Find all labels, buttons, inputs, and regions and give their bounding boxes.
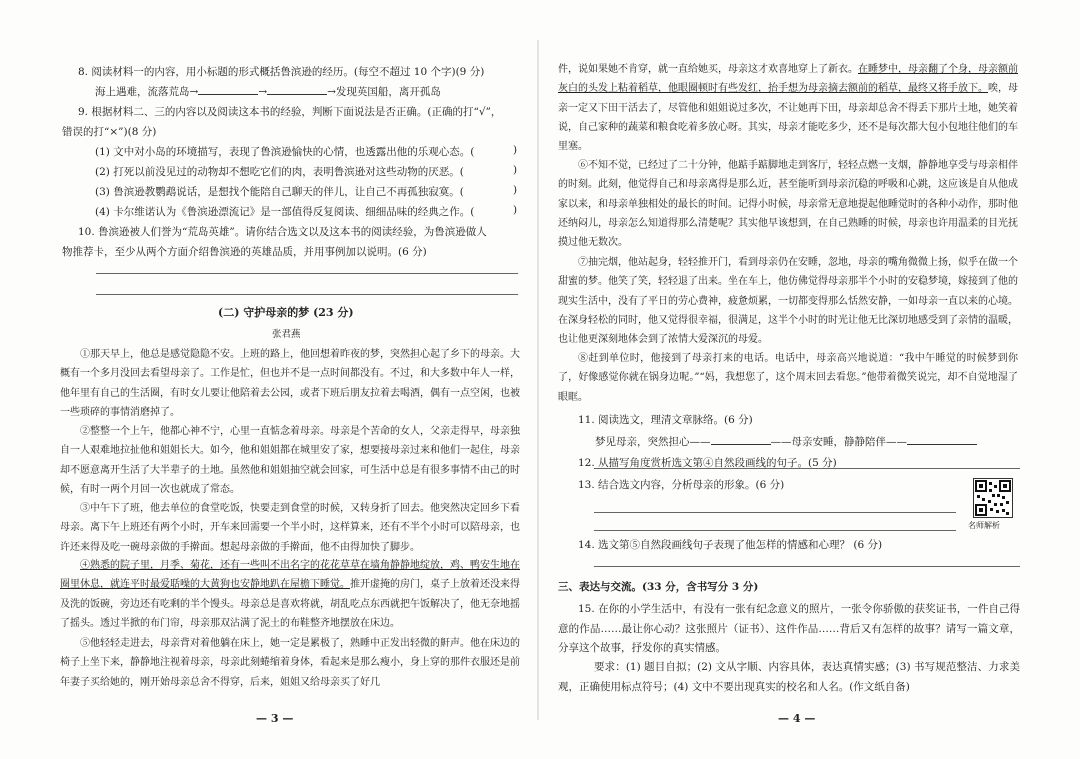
author: 张君燕 xyxy=(272,329,301,340)
q9-item-4-close: ) xyxy=(513,204,518,216)
paragraph-7: ⑦抽完烟，他站起身，轻轻推开门，看到母亲仍在安睡，忽地，母亲的嘴角微微上扬，似乎在做一个甜蜜的梦。他笑了笑，轻轻退了出来。坐在车上，他仿佛觉得母亲那半个小时的安稳梦境，嫁接到了他的现实生活中，没有了平日的劳心费神，疲惫烦累，一切都变得那么恬然安静，一如母亲一直以来的心境。在深身轻松的同时，他又觉得很幸福，很满足，这半个小时的时光让他无比深切地感受到了亲情的温暖，也让他更深刻地体会到了浓情大爱深沉的母爱。 xyxy=(558,257,1018,346)
paragraph-5: ⑤他轻轻走进去，母亲背对着他躺在床上，她一定是累极了，熟睡中正发出轻微的鼾声。他在床边的椅子上坐下来，静静地注视着母亲，母亲此刻蜷缩着身体，看起来是那么瘦小，身上穿的那件衣服还是前年妻子买给她的，刚开始母亲总舍不得穿，后来，姐姐又给母亲买了好几 xyxy=(60,638,520,688)
right-page xyxy=(540,0,1080,759)
section-title: (二) 守护母亲的梦 (23 分) xyxy=(218,306,354,319)
answer-line xyxy=(594,566,1020,567)
qr-code-icon[interactable] xyxy=(973,478,1013,518)
paragraph-5-underlined: 在睡梦中，母亲翻了个身，母亲额前灰白的头发上粘着稻草，他眼圈顿时有些发红，抬手想为母亲摘去额前的稻草，最终又将手放下。 xyxy=(558,64,1018,95)
question-8: 8. 阅读材料一的内容，用小标题的形式概括鲁滨逊的经历。(每空不超过 10 个字)(9 分) xyxy=(78,66,485,78)
page-number: — 3 — xyxy=(256,712,294,725)
paragraph-5-rest: 唉，母亲一定又下田干活去了，尽管他和姐姐说过多次，不让她再下田，母亲却总舍不得丢下那片土地，她笑着说，自己家种的蔬菜和粮食吃着多放心呀。其实，母亲才能吃多少，还不是每次都大包小包地往他们的车里塞。 xyxy=(558,83,1018,153)
q8-seg-2: → xyxy=(258,86,268,98)
question-11-line xyxy=(595,434,977,450)
q11-seg-2: ——母亲安睡，静静陪伴—— xyxy=(770,436,907,448)
requirements: 要求：(1) 题目自拟；(2) 文从字顺、内容具体，表达真情实感；(3) 书写规范整洁、力求美观，正确使用标点符号；(4) 文中不要出现真实的校名和人名。(作文纸自备) xyxy=(558,661,1020,693)
answer-line xyxy=(96,294,518,295)
question-10: 10. 鲁滨逊被人们誉为“荒岛英雄”。请你结合选文以及这本书的阅读经验，为鲁滨逊做人 xyxy=(78,226,487,238)
page-number: — 4 — xyxy=(778,712,816,725)
q9-item-2-close: ) xyxy=(513,164,518,176)
q11-blank-2[interactable] xyxy=(907,434,977,445)
q9-item-3: (3) 鲁滨逊教鹦鹉说话，是想找个能陪自己聊天的伴儿，让自己不再孤独寂寞。( xyxy=(95,186,464,198)
paragraph-5-cont xyxy=(558,60,1018,158)
paragraph-4 xyxy=(60,556,520,634)
q9-item-2: (2) 打死以前没见过的动物却不想吃它们的肉，表明鲁滨逊对这些动物的厌恶。( xyxy=(95,166,464,178)
answer-line xyxy=(96,273,518,274)
q8-seg-3: →发现英国船，离开孤岛 xyxy=(327,86,441,98)
question-9-cont: 错误的打“×”)(8 分) xyxy=(62,126,157,138)
q9-item-4: (4) 卡尔维诺认为《鲁滨逊漂流记》是一部值得反复阅读、细细品味的经典之作。( xyxy=(95,206,475,218)
answer-line xyxy=(594,530,956,531)
section-3-title: 三、表达与交流。(33 分，含书写分 3 分) xyxy=(558,581,759,593)
answer-line xyxy=(594,512,956,513)
paragraph-3: ③中午下了班，他去单位的食堂吃饭，快要走到食堂的时候，又转身折了回去。他突然决定回乡下看母亲。离下午上班还有两个小时，开车来回需要一个半小时，这样算来，还有不半个小时可以陪母亲，也许还来得及吃一碗母亲做的手擀面。想起母亲做的手擀面，他不由得加快了脚步。 xyxy=(60,503,520,553)
q11-seg-1: 梦见母亲，突然担心—— xyxy=(595,436,711,448)
question-10-cont: 物推荐卡，至少从两个方面介绍鲁滨逊的英雄品质，并用事例加以说明。(6 分) xyxy=(62,246,427,258)
question-14: 14. 选文第⑤自然段画线句子表现了他怎样的情感和心理？ (6 分) xyxy=(578,539,883,551)
paragraph-2: ②整整一个上午，他都心神不宁，心里一直惦念着母亲。母亲是个苦命的女人，父亲走得早，母亲独自一人艰难地拉扯他和姐姐长大。如今，他和姐姐都在城里安了家，想要接母亲过来和他们一起住，母亲却不愿意离开生活了大半辈子的土地。虽然他和姐姐抽空就会回家，可生活中总是有很多事情不由己的时候，有时一两个月回一次也就成了常态。 xyxy=(60,426,520,495)
q9-item-1-close: ) xyxy=(513,144,518,156)
answer-line xyxy=(594,468,1020,469)
question-8-answer-line xyxy=(95,84,441,100)
q8-blank-1[interactable] xyxy=(198,84,258,95)
paragraph-4-underlined: ④熟悉的院子里，月季、菊花，还有一些叫不出名字的花花草草在墙角静静地绽放，鸡、鸭安生地在圈里休息，就连平时最爱聒噪的大黄狗也安静地趴在屋檐下睡觉。 xyxy=(60,560,520,591)
qr-code-label: 名师解析 xyxy=(968,521,1000,530)
page-divider xyxy=(537,40,539,720)
paragraph-8: ⑧赶到单位时，他接到了母亲打来的电话。电话中，母亲高兴地说道：“我中午睡觉的时候梦到你了，好像感觉你就在锅身边呢。”“妈，我想您了，这个周末回去看您。”他带着微笑说完，却不自觉地湿了眼眶。 xyxy=(558,353,1018,403)
paragraph-4-rest: 推开虚掩的房门，桌子上放着还没来得及洗的饭碗，旁边还有吃剩的半个馒头。母亲总是喜欢将就，胡乱吃点东西就把午饭解决了，他无奈地摇了摇头。透过半掀的布门帘，母亲那双沾满了泥土的布鞋整齐地摆放在床边。 xyxy=(60,579,520,629)
q11-blank-1[interactable] xyxy=(711,434,771,445)
paragraph-6: ⑥不知不觉，已经过了二十分钟，他踮手踮脚地走到客厅，轻轻点燃一支烟，静静地享受与母亲相伴的时刻。此刻，他觉得自己和母亲离得是那么近，甚至能听到母亲沉稳的呼吸和心跳，这应该是自从他成家以来，和母亲单独相处的最长的时间。记得小时候，母亲常无意地提起他睡觉时的各种小动作，那时他还纳闷儿，母亲怎么知道得那么清楚呢？其实他早该想到，在自己熟睡的时候，母亲也许用温柔的目光抚摸过他无数次。 xyxy=(558,160,1018,249)
paragraph-5-cont-text: 件，说如果她不肯穿，就一直给她买，母亲这才欢喜地穿上了新衣。 xyxy=(558,64,858,75)
question-13: 13. 结合选文内容，分析母亲的形象。(6 分) xyxy=(578,479,785,491)
question-9: 9. 根据材料二、三的内容以及阅读这本书的经验，判断下面说法是否正确。(正确的打“√”， xyxy=(78,106,502,118)
paragraph-1: ①那天早上，他总是感觉隐隐不安。上班的路上，他回想着昨夜的梦，突然担心起了乡下的母亲。大概有一个多月没回去看望母亲了。工作是忙，但也并不是一点时间都没有。不过，和大多数中年人一样，他年里有自己的生活圈，有时女儿要让他陪着去公园，或者下班后朋友拉着去喝酒，偶有一点空闲，也被一些琐碎的事情消磨掉了。 xyxy=(60,349,520,418)
question-15: 15. 在你的小学生活中，有没有一张有纪念意义的照片，一张令你骄傲的获奖证书，一件自己得意的作品……最让你心动？这张照片（证书）、这件作品……背后又有怎样的故事？请写一篇文章，分享这个故事，抒发你的真实情感。 xyxy=(558,603,1020,654)
q8-blank-2[interactable] xyxy=(267,84,327,95)
q9-item-3-close: ) xyxy=(513,184,518,196)
q9-item-1: (1) 文中对小岛的环境描写，表现了鲁滨逊愉快的心情，也透露出他的乐观心态。( xyxy=(95,146,475,158)
question-11: 11. 阅读选文，理清文章脉络。(6 分) xyxy=(578,414,753,426)
q8-seg-1: 海上遇难，流落荒岛→ xyxy=(95,86,199,98)
question-12: 12. 从描写角度赏析选文第④自然段画线的句子。(5 分) xyxy=(578,457,837,469)
